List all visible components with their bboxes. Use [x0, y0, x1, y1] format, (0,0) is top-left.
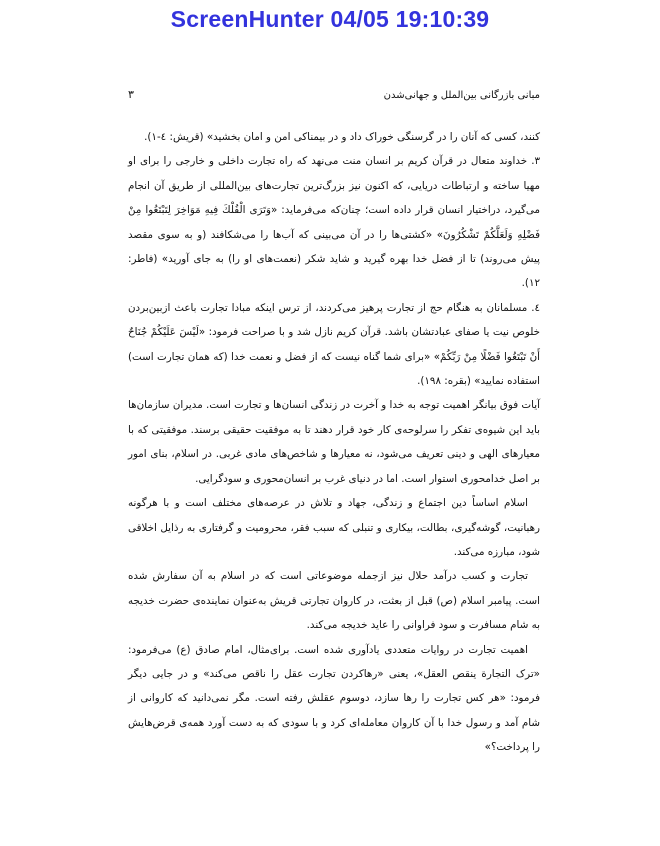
paragraph-verses-summary: آیات فوق بیانگر اهمیت توجه به خدا و آخرت در زندگی انسان‌ها و تجارت است. مدیران سازمان‌ها باید این شیوه‌ی تفکر را سرلوحه‌ی کار خود قرار دهند تا به موفقیت حقیقی برسند. موفقیتی که با معیارهای الهی و دینی تعریف می‌شود، نه معیارها و شاخص‌های مادی غربی. در اسلام، بنای امور بر اصل خدامحوری استوار است. اما در دنیای غرب بر انسان‌محوری و سودگرایی.: [128, 399, 540, 485]
screenhunter-watermark: ScreenHunter 04/05 19:10:39: [170, 6, 490, 32]
chapter-title: مبانی بازرگانی بین‌الملل و جهانی‌شدن: [383, 90, 540, 101]
document-page: [128, 88, 540, 760]
list-item-4: ٤. مسلمانان به هنگام حج از تجارت پرهیز می‌کردند، از ترس اینکه مبادا تجارت باعث ازبین‌بردن خلوص نیت یا صفای عبادتشان باشد. قرآن کریم نازل شد و با صراحت فرمود: «لَيْسَ عَلَيْكُمْ جُنَاحٌ أَنْ تَبْتَغُوا فَضْلًا مِنْ رَبِّكُمْ» «برای شما گناه نیست که از فضل و نعمت خدا (که همان تجارت است) استفاده نمایید» (بقره: ١٩٨).: [128, 301, 540, 388]
paragraph-hadith: اهمیت تجارت در روایات متعددی یادآوری شده است. برای‌مثال، امام صادق (ع) می‌فرمود: «ترک التجارة ینقص العقل»، یعنی «رهاکردن تجارت عقل را ناقص می‌کند» و در جایی دیگر فرمود: «هر کس تجارت را رها سازد، دوسوم عقلش رفته است. مگر نمی‌دانید که کاروانی از شام آمد و رسول خدا با آن کاروان معامله‌ای کرد و با سودی که به دست آورد همه‌ی قرض‌هایش را پرداخت؟»: [128, 643, 540, 754]
running-header: [128, 88, 540, 101]
list-item-3: ٣. خداوند متعال در قرآن کریم بر انسان منت می‌نهد که راه تجارت داخلی و خارجی را برای او مهیا ساخته و ارتباطات دریایی، که اکنون نیز بزرگ‌ترین تجارت‌های بین‌المللی از طریق آن انجام می‌گیرد، دراختیار انسان قرار داده است؛ چنان‌که می‌فرماید: «وَتَرَى الْفُلْكَ فِيهِ مَوَاخِرَ لِتَبْتَغُوا مِنْ فَضْلِهِ وَلَعَلَّكُمْ تَشْكُرُونَ» «کشتی‌ها را در آن می‌بینی که آب‌ها را می‌شکافند (و به سوی مقصد پیش می‌روند) تا از فضل خدا بهره گیرید و شاید شکر (نعمت‌های او را) به جای آورید» (فاطر: ١٢).: [128, 155, 540, 290]
paragraph-islam-society: اسلام اساساً دین اجتماع و زندگی، جهاد و تلاش در عرصه‌های مختلف است و با هرگونه رهبانیت، گوشه‌گیری، بطالت، بیکاری و تنبلی که سبب فقر، محرومیت و گرفتاری به رذایل اخلاقی شود، مبارزه می‌کند.: [128, 497, 540, 558]
page-number: ۳: [128, 88, 134, 101]
body-text: [128, 125, 540, 760]
paragraph-continuation: کنند، کسی که آنان را در گرسنگی خوراک داد و در بیمناکی امن و امان بخشید» (قریش: ٤-١).: [144, 131, 540, 143]
paragraph-halal-trade: تجارت و کسب درآمد حلال نیز ازجمله موضوعاتی است که در اسلام به آن سفارش شده است. پیامبر اسلام (ص) قبل از بعثت، در کاروان تجارتی قریش به‌عنوان نماینده‌ی حضرت خدیجه به شام مسافرت و سود فراوانی را عاید خدیجه می‌کند.: [128, 570, 540, 632]
